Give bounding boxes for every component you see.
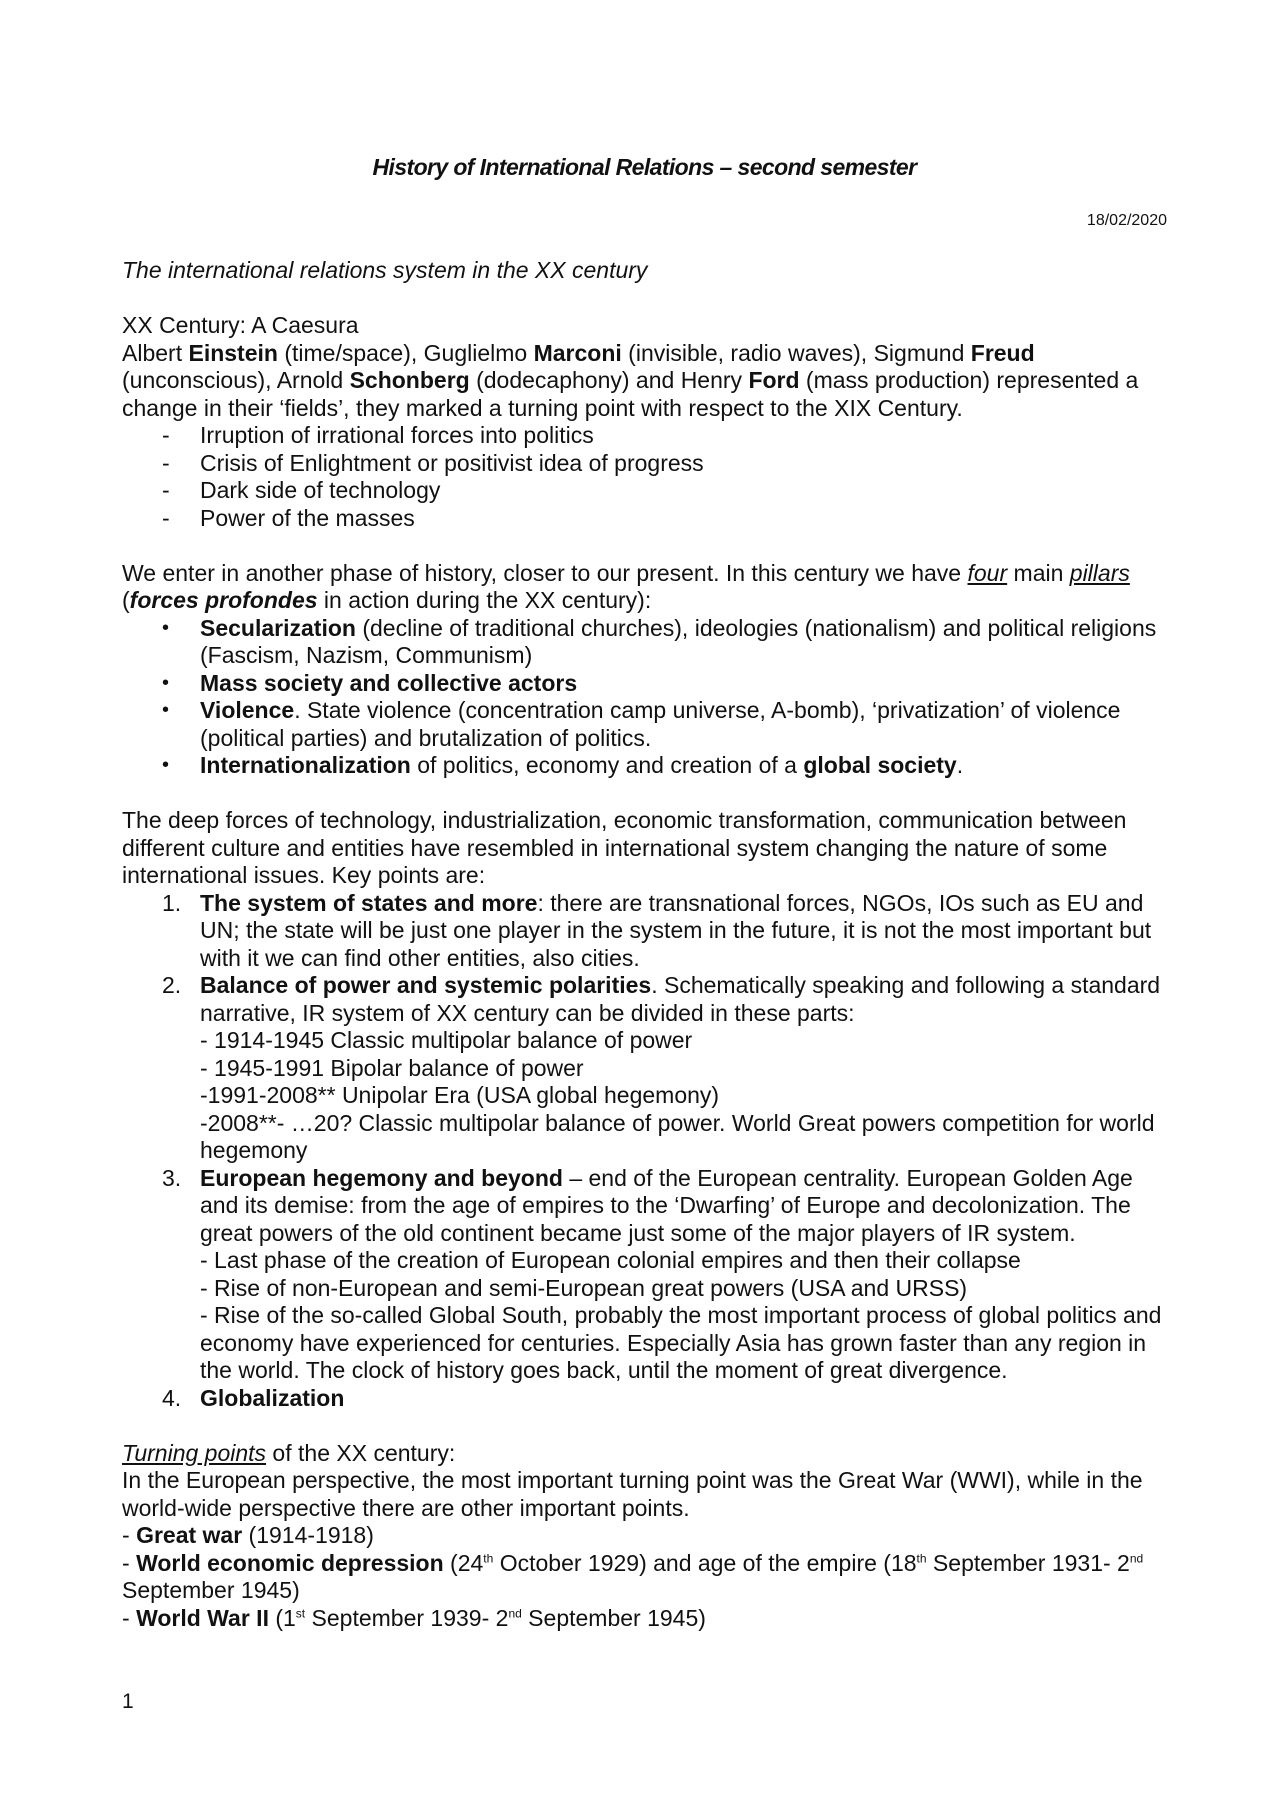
list-item: 4. Globalization xyxy=(162,1384,345,1411)
list-item: 3. European hegemony and beyond – end of the European centrality. European Golden Age and its demise: from the age of empires to the ‘Dwarfing’ of Europe and decolonization. The great powers of the old continent became just some of the major players of IR system. - Last phase of the creation of European colonial empires and then their collapse - Rise of non-European and semi-European great powers (USA and URSS) - Rise of the so-called Global South, probably the most important process of global politics and economy have experienced for centuries. Especially Asia has grown faster than any region in the world. The clock of history goes back, until the moment of great divergence. xyxy=(162,1164,1162,1383)
pillars-paragraph: We enter in another phase of history, closer to our present. In this century we have four main pillars (forces profondes in action during the XX century): xyxy=(122,559,1130,613)
list-item: 2. Balance of power and systemic polarities. Schematically speaking and following a standard narrative, IR system of XX century can be divided in these parts: - 1914-1945 Classic multipolar balance of power - 1945-1991 Bipolar balance of power -1991-2008** Unipolar Era (USA global hegemony) -2008**- …20? Classic multipolar balance of power. World Great powers competition for world hegemony xyxy=(162,972,1161,1163)
list-item: • Violence. State violence (concentration camp universe, A-bomb), ‘privatization’ of violence (political parties) and brutalization of politics. xyxy=(162,697,1121,751)
list-item: - Crisis of Enlightment or positivist idea of progress xyxy=(162,449,704,476)
subheading: XX Century: A Caesura xyxy=(122,312,359,338)
document-date: 18/02/2020 xyxy=(1086,212,1167,229)
list-item: - Irruption of irrational forces into politics xyxy=(162,422,594,448)
turning-point-line: - World War II (1st September 1939- 2nd September 1945) xyxy=(122,1604,706,1631)
section-heading: The international relations system in the XX century xyxy=(122,257,648,283)
turning-points-intro: In the European perspective, the most important turning point was the Great War (WWI), while in the world-wide perspective there are other important points. xyxy=(122,1467,1143,1521)
turning-point-line: - Great war (1914-1918) xyxy=(122,1522,374,1548)
intro-paragraph: Albert Einstein (time/space), Guglielmo Marconi (invisible, radio waves), Sigmund Freud (unconscious), Arnold Schonberg (dodecaphony) and Henry Ford (mass production) represented a change in their ‘fields’, they marked a turning point with respect to the XIX Century. xyxy=(122,339,1139,421)
page-number: 1 xyxy=(122,1690,134,1713)
list-item: • Secularization (decline of traditional churches), ideologies (nationalism) and political religions (Fascism, Nazism, Communism) xyxy=(162,614,1157,668)
list-item: • Internationalization of politics, economy and creation of a global society. xyxy=(162,752,964,778)
list-item: 1. The system of states and more: there are transnational forces, NGOs, IOs such as EU and UN; the state will be just one player in the system in the future, it is not the most important but with it we can find other entities, also cities. xyxy=(162,889,1152,971)
list-item: • Mass society and collective actors xyxy=(162,669,578,696)
turning-points-heading: Turning points of the XX century: xyxy=(122,1439,456,1466)
list-item: - Dark side of technology xyxy=(162,477,441,503)
key-points-intro: The deep forces of technology, industrialization, economic transformation, communication between different culture and entities have resembled in international system changing the nature of some international issues. Key points are: xyxy=(122,807,1127,888)
numbered-list xyxy=(122,890,1167,1413)
list-item: - Power of the masses xyxy=(162,504,415,531)
bullet-list xyxy=(122,615,1167,780)
document-body xyxy=(122,257,1167,1632)
dash-list xyxy=(122,422,1167,532)
document-title: History of International Relations – second semester xyxy=(372,154,917,180)
turning-point-line: - World economic depression (24th October 1929) and age of the empire (18th September 1931- 2nd September 1945) xyxy=(122,1549,1144,1603)
